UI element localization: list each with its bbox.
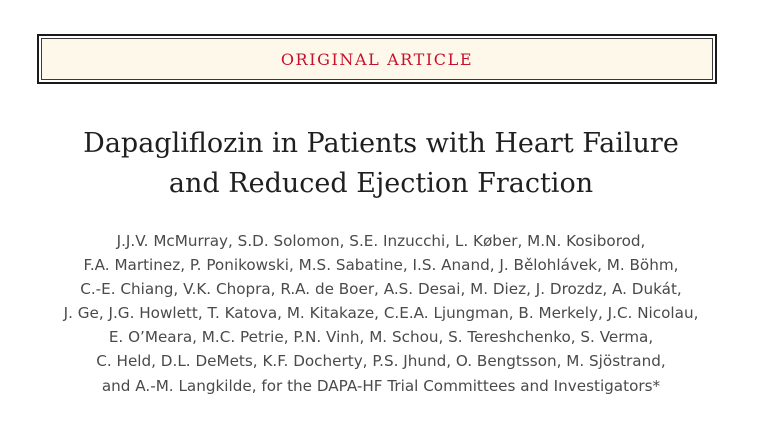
author-line-7: and A.-M. Langkilde, for the DAPA-HF Trial Committees and Investigators* bbox=[101, 376, 661, 395]
section-banner bbox=[37, 34, 717, 84]
author-line-6: C. Held, D.L. DeMets, K.F. Docherty, P.S. Jhund, O. Bengtsson, M. Sjöstrand, bbox=[96, 352, 666, 371]
title-line-2: and Reduced Ejection Fraction bbox=[168, 168, 594, 199]
article-title bbox=[0, 124, 762, 204]
author-line-2: F.A. Martinez, P. Ponikowski, M.S. Sabatine, I.S. Anand, J. Bělohlávek, M. Böhm, bbox=[83, 256, 679, 275]
section-banner-inner bbox=[41, 38, 713, 80]
title-line-1: Dapagliflozin in Patients with Heart Failure bbox=[83, 128, 679, 159]
section-label: ORIGINAL ARTICLE bbox=[280, 49, 474, 69]
author-line-5: E. O’Meara, M.C. Petrie, P.N. Vinh, M. Schou, S. Tereshchenko, S. Verma, bbox=[108, 328, 654, 347]
author-list bbox=[0, 229, 762, 398]
author-line-4: J. Ge, J.G. Howlett, T. Katova, M. Kitakaze, C.E.A. Ljungman, B. Merkely, J.C. Nicolau, bbox=[63, 304, 699, 323]
author-line-1: J.J.V. McMurray, S.D. Solomon, S.E. Inzucchi, L. Køber, M.N. Kosiborod, bbox=[116, 232, 646, 250]
author-line-3: C.-E. Chiang, V.K. Chopra, R.A. de Boer, A.S. Desai, M. Diez, J. Drozdz, A. Dukát, bbox=[80, 280, 682, 299]
